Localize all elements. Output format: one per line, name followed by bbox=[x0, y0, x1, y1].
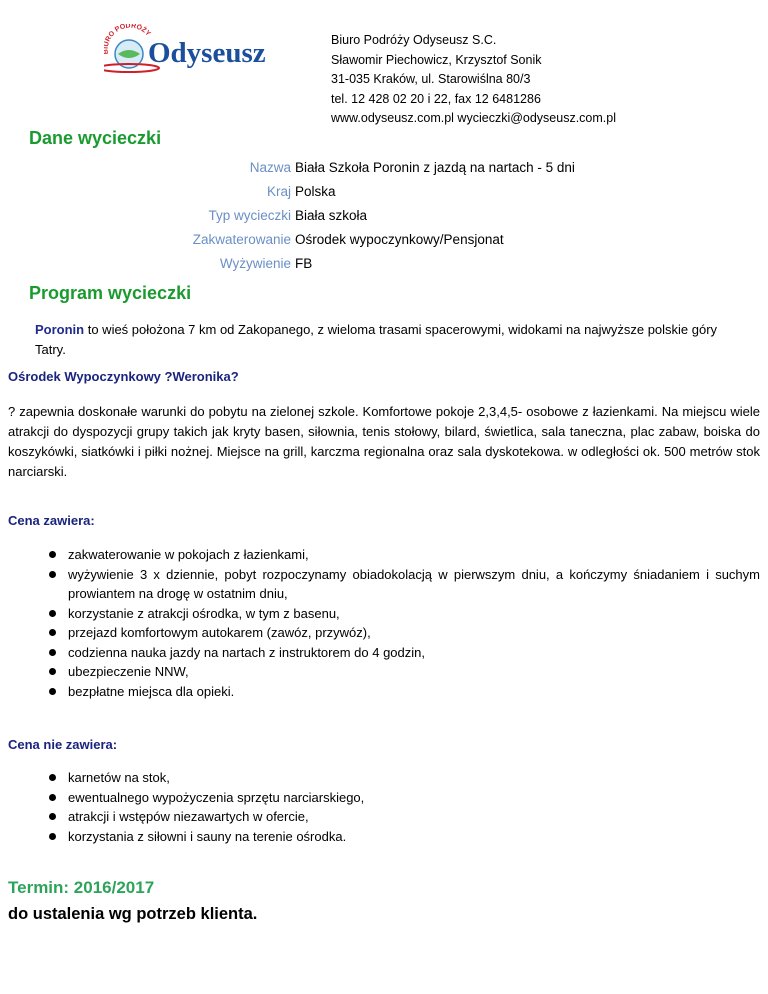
list-item: atrakcji i wstępów niezawartych w ofercie, bbox=[8, 807, 760, 827]
list-item: wyżywienie 3 x dziennie, pobyt rozpoczynamy obiadokolacją w pierwszym dniu, a kończymy śniadaniem i suchym prowiantem na drogę w ostatnim dniu, bbox=[8, 565, 760, 604]
company-owners: Sławomir Piechowicz, Krzysztof Sonik bbox=[331, 52, 542, 67]
includes-heading: Cena zawiera: bbox=[8, 513, 95, 528]
program-heading: Program wycieczki bbox=[29, 283, 192, 303]
company-logo bbox=[104, 24, 296, 76]
company-info bbox=[331, 31, 616, 129]
bullet-icon bbox=[49, 794, 56, 801]
list-item: przejazd komfortowym autokarem (zawóz, przywóz), bbox=[8, 623, 760, 643]
detail-label: Wyżywienie bbox=[219, 256, 291, 271]
list-item: korzystania z siłowni i sauny na terenie ośrodka. bbox=[8, 827, 760, 847]
bullet-icon bbox=[49, 668, 56, 675]
program-intro bbox=[35, 320, 747, 360]
detail-row-accommodation bbox=[0, 232, 768, 252]
list-item: codzienna nauka jazdy na nartach z instruktorem do 4 godzin, bbox=[8, 643, 760, 663]
detail-label: Kraj bbox=[266, 184, 291, 199]
excludes-list bbox=[8, 768, 760, 846]
bullet-icon bbox=[49, 833, 56, 840]
bullet-icon bbox=[49, 629, 56, 636]
details-heading: Dane wycieczki bbox=[29, 128, 162, 148]
bullet-icon bbox=[49, 649, 56, 656]
detail-row-name bbox=[0, 160, 768, 180]
logo-wordmark: Odyseusz bbox=[148, 37, 266, 69]
bullet-icon bbox=[49, 688, 56, 695]
company-name: Biuro Podróży Odyseusz S.C. bbox=[331, 33, 497, 47]
resort-heading: Ośrodek Wypoczynkowy ?Weronika? bbox=[8, 369, 239, 384]
detail-label: Typ wycieczki bbox=[208, 208, 291, 223]
bullet-icon bbox=[49, 813, 56, 820]
list-item: bezpłatne miejsca dla opieki. bbox=[8, 682, 760, 702]
includes-list bbox=[8, 545, 760, 701]
bullet-icon bbox=[49, 774, 56, 781]
detail-value: Biała szkoła bbox=[295, 208, 368, 223]
logo-graphic bbox=[104, 24, 296, 76]
company-web-email[interactable]: www.odyseusz.com.pl wycieczki@odyseusz.com.pl bbox=[331, 111, 617, 125]
detail-value: FB bbox=[295, 256, 313, 271]
termin-heading: Termin: 2016/2017 bbox=[8, 878, 155, 897]
company-phone: tel. 12 428 02 20 i 22, fax 12 6481286 bbox=[331, 91, 541, 106]
intro-text: to wieś położona 7 km od Zakopanego, z wieloma trasami spacerowymi, widokami na najwyższe polskie góry Tatry. bbox=[35, 322, 718, 357]
detail-value: Polska bbox=[295, 184, 336, 199]
company-address: 31-035 Kraków, ul. Starowiślna 80/3 bbox=[331, 72, 531, 86]
bullet-icon bbox=[49, 571, 56, 578]
list-item: ubezpieczenie NNW, bbox=[8, 662, 760, 682]
detail-row-board bbox=[0, 256, 768, 276]
list-item: zakwaterowanie w pokojach z łazienkami, bbox=[8, 545, 760, 565]
termin-note: do ustalenia wg potrzeb klienta. bbox=[8, 905, 258, 923]
bullet-icon bbox=[49, 551, 56, 558]
resort-description: ? zapewnia doskonałe warunki do pobytu na zielonej szkole. Komfortowe pokoje 2,3,4,5- osobowe z łazienkami. Na miejscu wiele atrakcji do dyspozycji grupy takich jak kryty basen, siłownia, tenis stołowy, bilard, świetlica, sala taneczna, plac zabaw, boiska do koszykówki, siatkówki i piłki nożnej. Miejsce na grill, karczma regionalna oraz sala dyskotekowa. w odległości ok. 500 metrów stok narciarski. bbox=[8, 404, 760, 479]
detail-label: Zakwaterowanie bbox=[192, 232, 291, 247]
intro-place: Poronin bbox=[35, 322, 85, 337]
detail-label: Nazwa bbox=[249, 160, 291, 175]
list-item: korzystanie z atrakcji ośrodka, w tym z basenu, bbox=[8, 604, 760, 624]
detail-row-type bbox=[0, 208, 768, 228]
excludes-heading: Cena nie zawiera: bbox=[8, 737, 118, 752]
detail-row-country bbox=[0, 184, 768, 204]
detail-value: Ośrodek wypoczynkowy/Pensjonat bbox=[295, 232, 504, 247]
detail-value: Biała Szkoła Poronin z jazdą na nartach - 5 dni bbox=[295, 160, 575, 175]
logo-arc-text: RO PODRÓŻY bbox=[104, 24, 152, 43]
list-item: karnetów na stok, bbox=[8, 768, 760, 788]
list-item: ewentualnego wypożyczenia sprzętu narciarskiego, bbox=[8, 788, 760, 808]
bullet-icon bbox=[49, 610, 56, 617]
